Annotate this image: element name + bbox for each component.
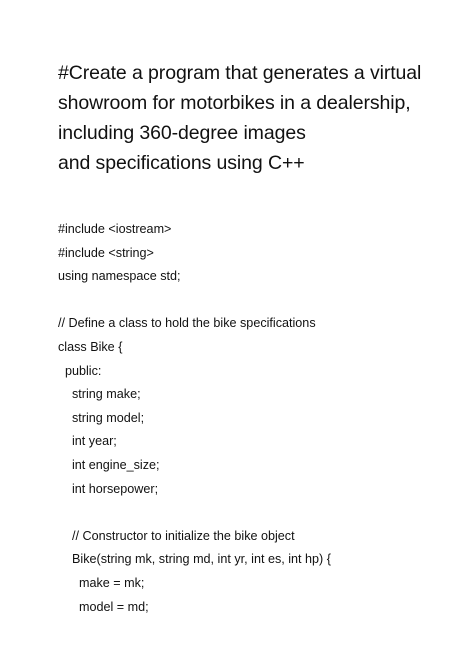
code-line: // Define a class to hold the bike specifications <box>58 316 316 331</box>
code-line: string model; <box>58 410 145 425</box>
code-listing <box>58 218 468 619</box>
code-line: #include <string> <box>58 245 154 260</box>
code-line: int year; <box>58 434 117 449</box>
code-line: Bike(string mk, string md, int yr, int es, int hp) { <box>58 552 331 567</box>
code-line: public: <box>58 363 102 378</box>
code-line: int engine_size; <box>58 457 160 472</box>
title-line-1: #Create a program that generates a virtual <box>58 62 422 84</box>
code-line: int horsepower; <box>58 481 159 496</box>
title-line-4: and specifications using C++ <box>58 152 305 174</box>
title-line-2: showroom for motorbikes in a dealership, <box>58 92 411 114</box>
document-title <box>58 58 468 178</box>
title-line-3: including 360-degree images <box>58 122 306 144</box>
code-line: model = md; <box>58 599 149 614</box>
code-line-blank <box>58 501 468 525</box>
code-line: class Bike { <box>58 339 123 354</box>
code-line: // Constructor to initialize the bike object <box>58 528 295 543</box>
code-line: make = mk; <box>58 575 145 590</box>
code-line: string make; <box>58 387 141 402</box>
code-line: #include <iostream> <box>58 222 172 236</box>
code-line: using namespace std; <box>58 269 181 284</box>
code-line-blank <box>58 289 468 313</box>
